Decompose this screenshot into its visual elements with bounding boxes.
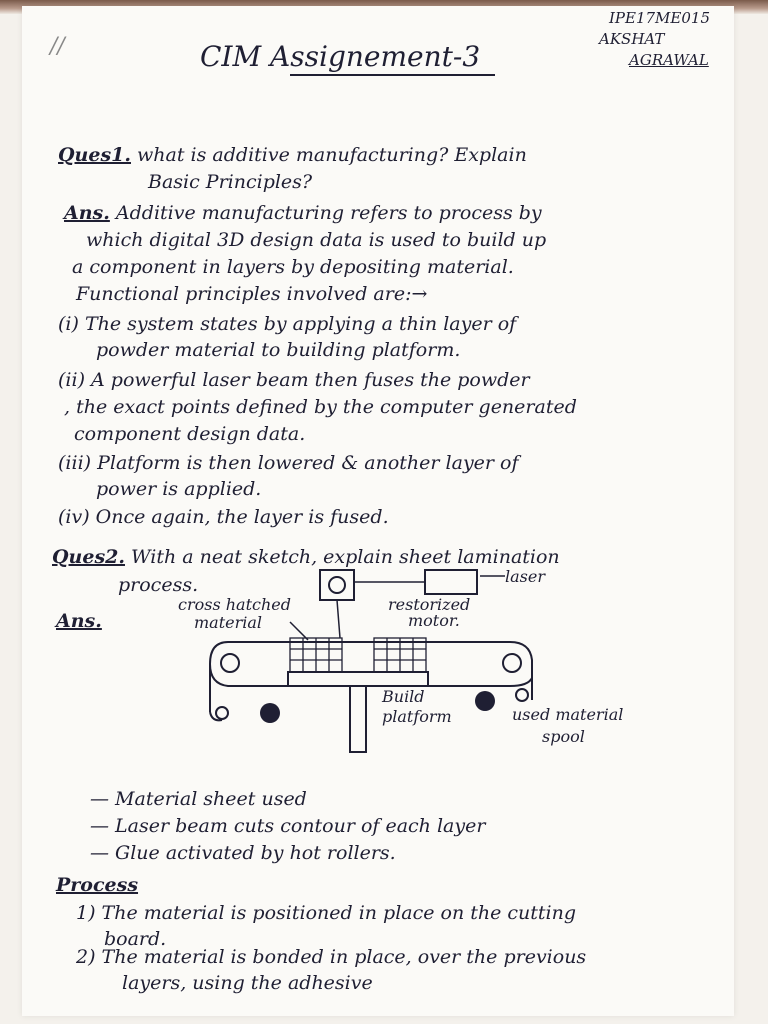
material-feed-belt	[210, 642, 532, 686]
build-label-2: platform	[382, 707, 452, 726]
q1-question-line-1: what is additive manufacturing? Explain	[137, 144, 527, 166]
q1-ans-text-1: Additive manufacturing refers to process by	[115, 202, 542, 224]
principle-2-line-2: , the exact points defined by the computer generated	[64, 396, 577, 418]
student-name-first: AKSHAT	[599, 30, 665, 48]
supply-spool	[260, 703, 280, 723]
student-name-last: AGRAWAL	[629, 51, 709, 69]
principle-1-line-2: powder material to building platform.	[96, 339, 461, 361]
process-step-1-line-1: 1) The material is positioned in place on the cutting	[76, 902, 577, 924]
cross-hatched-label-2: material	[194, 613, 263, 632]
q1-ans-label: Ans.	[64, 202, 110, 224]
q2-question-line-1: With a neat sketch, explain sheet lamination	[131, 546, 560, 568]
motor-label-1: restorized	[388, 595, 471, 614]
q2-ans-label: Ans.	[56, 610, 102, 632]
q1-question-line-2: Basic Principles?	[148, 171, 313, 193]
process-heading: Process	[56, 874, 139, 896]
process-step-1-line-2: board.	[104, 928, 167, 950]
sheet-lamination-diagram	[150, 560, 710, 760]
mirror-icon	[329, 577, 345, 593]
principle-1-line-1: (i) The system states by applying a thin layer of	[58, 313, 517, 335]
left-bottom-roller	[216, 707, 228, 719]
right-roller	[503, 654, 521, 672]
principle-2-line-1: (ii) A powerful laser beam then fuses the powder	[58, 369, 530, 391]
margin-mark: //	[50, 34, 65, 59]
q1-line-1	[58, 144, 527, 166]
used-material-spool	[475, 691, 495, 711]
laser-box	[425, 570, 477, 594]
mirror-box	[320, 570, 354, 600]
q2-label: Ques2.	[52, 546, 125, 568]
bullet-item: — Laser beam cuts contour of each layer	[90, 815, 486, 837]
platform-column	[350, 686, 366, 752]
spool-label-1: used material	[512, 705, 624, 724]
spool-label-2: spool	[542, 727, 585, 746]
q2-question-line-2: process.	[118, 574, 199, 596]
title-underline	[290, 74, 495, 76]
q1-answer-line-4: Functional principles involved are:→	[76, 283, 428, 305]
left-roller	[221, 654, 239, 672]
hatched-layers	[290, 638, 426, 672]
principle-2-line-3: component design data.	[74, 423, 306, 445]
right-bottom-roller	[516, 689, 528, 701]
q1-answer-line-3: a component in layers by depositing material.	[72, 256, 514, 278]
laser-label: laser	[505, 567, 545, 586]
laser-beam-down	[337, 600, 340, 638]
bullet-item: — Material sheet used	[90, 788, 307, 810]
q1-label: Ques1.	[58, 144, 131, 166]
q1-answer-line-2: which digital 3D design data is used to build up	[86, 229, 547, 251]
principle-4-line-1: (iv) Once again, the layer is fused.	[58, 506, 389, 528]
build-platform	[288, 672, 428, 686]
process-step-2-line-2: layers, using the adhesive	[122, 972, 373, 994]
roll-number: IPE17ME015	[609, 9, 710, 27]
q1-answer-line-1	[64, 202, 542, 224]
principle-3-line-1: (iii) Platform is then lowered & another layer of	[58, 452, 519, 474]
cross-hatched-label-1: cross hatched	[178, 595, 291, 614]
build-label-1: Build	[382, 687, 425, 706]
principle-3-line-2: power is applied.	[96, 478, 262, 500]
student-id-block	[599, 8, 710, 71]
process-step-2-line-1: 2) The material is bonded in place, over the previous	[76, 946, 587, 968]
page-title: CIM Assignement-3	[200, 40, 481, 73]
bullet-item: — Glue activated by hot rollers.	[90, 842, 396, 864]
cross-hatched-arrow	[290, 622, 308, 640]
motor-label-2: motor.	[408, 611, 460, 630]
